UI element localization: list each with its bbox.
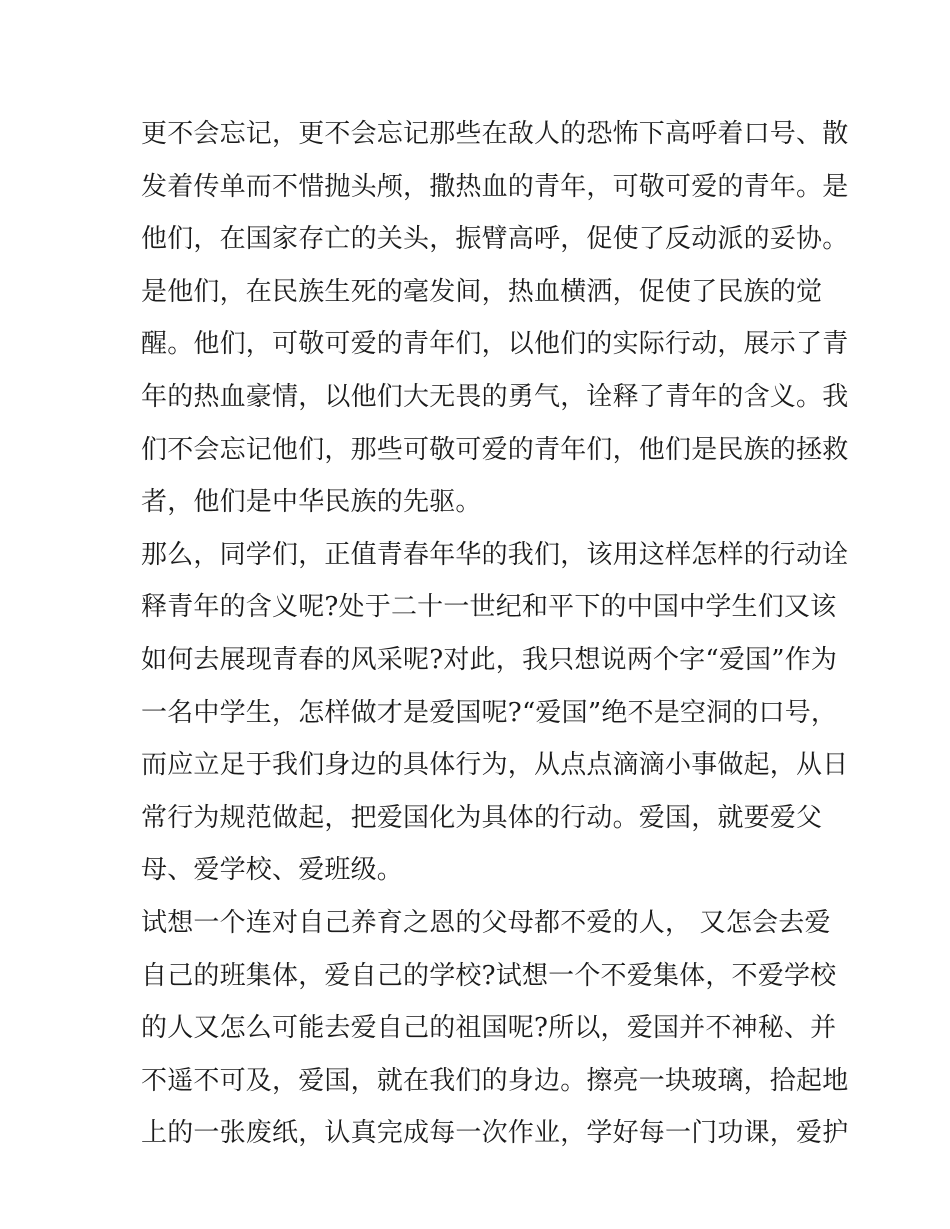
text-line: 自己的班集体，爱自己的学校?试想一个不爱集体，不爱学校 xyxy=(141,960,837,991)
text-line: 而应立足于我们身边的具体行为，从点点滴滴小事做起，从日 xyxy=(141,750,849,781)
text-line: 上的一张废纸，认真完成每一次作业，学好每一门功课，爱护 xyxy=(141,1118,849,1149)
text-line: 者，他们是中华民族的先驱。 xyxy=(141,487,482,518)
text-line: 常行为规范做起，把爱国化为具体的行动。爱国，就要爱父 xyxy=(141,802,823,833)
text-line: 试想一个连对自己养育之恩的父母都不爱的人， 又怎会去爱 xyxy=(141,907,831,938)
text-line: 是他们，在民族生死的毫发间，热血横洒，促使了民族的觉 xyxy=(141,276,823,307)
text-line: 醒。他们，可敬可爱的青年们，以他们的实际行动，展示了青 xyxy=(141,329,849,360)
text-line: 年的热血豪情，以他们大无畏的勇气，诠释了青年的含义。我 xyxy=(141,381,849,412)
text-line: 那么，同学们，正值青春年华的我们，该用这样怎样的行动诠 xyxy=(141,539,849,570)
text-line: 他们，在国家存亡的关头，振臂高呼，促使了反动派的妥协。 xyxy=(141,224,849,255)
text-line: 不遥不可及，爱国，就在我们的身边。擦亮一块玻璃，拾起地 xyxy=(141,1065,849,1096)
text-line: 母、爱学校、爱班级。 xyxy=(141,855,404,886)
text-line: 发着传单而不惜抛头颅，撒热血的青年，可敬可爱的青年。是 xyxy=(141,171,849,202)
text-line: 更不会忘记，更不会忘记那些在敌人的恐怖下高呼着口号、散 xyxy=(141,119,849,149)
text-line: 的人又怎么可能去爱自己的祖国呢?所以，爱国并不神秘、并 xyxy=(141,1013,837,1044)
text-line: 释青年的含义呢?处于二十一世纪和平下的中国中学生们又该 xyxy=(141,592,837,623)
text-line: 如何去展现青春的风采呢?对此，我只想说两个字“爱国”作为 xyxy=(141,644,838,675)
text-line: 一名中学生，怎样做才是爱国呢?“爱国”绝不是空洞的口号， xyxy=(141,697,838,728)
text-line: 们不会忘记他们，那些可敬可爱的青年们，他们是民族的拯救 xyxy=(141,434,849,465)
body-text xyxy=(141,108,849,1160)
